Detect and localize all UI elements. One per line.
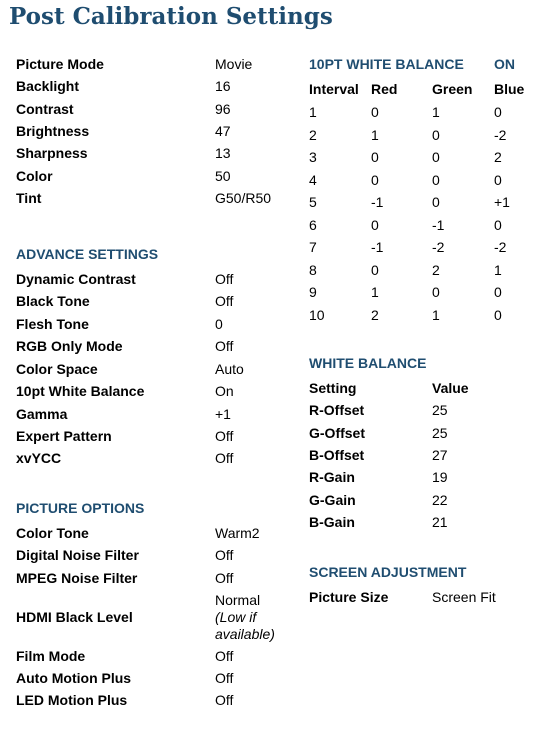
- setting-label: Gamma: [16, 406, 68, 422]
- setting-value: +1: [215, 406, 231, 422]
- wb-setting-label: B-Gain: [309, 514, 355, 530]
- setting-value: 0: [215, 316, 223, 332]
- tenpt-white-balance-heading: 10PT WHITE BALANCE: [309, 56, 464, 72]
- balance-cell: +1: [494, 194, 510, 210]
- balance-cell: 0: [371, 149, 379, 165]
- setting-value: Warm2: [215, 525, 260, 541]
- wb-setting-label: R-Offset: [309, 402, 365, 418]
- interval-cell: 7: [309, 239, 317, 255]
- setting-value: 13: [215, 145, 231, 161]
- setting-label: MPEG Noise Filter: [16, 570, 138, 586]
- setting-label: Black Tone: [16, 293, 90, 309]
- wb-setting-value: 21: [432, 514, 448, 530]
- balance-cell: 0: [432, 172, 440, 188]
- balance-cell: 1: [371, 284, 379, 300]
- balance-cell: 0: [494, 307, 502, 323]
- setting-label: Picture Mode: [16, 56, 104, 72]
- wb-setting-label: G-Gain: [309, 492, 356, 508]
- balance-cell: 2: [371, 307, 379, 323]
- setting-label: Sharpness: [16, 145, 88, 161]
- setting-value: Off: [215, 450, 234, 466]
- setting-value: Off: [215, 692, 234, 708]
- setting-label: RGB Only Mode: [16, 338, 123, 354]
- wb-setting-value: 22: [432, 492, 448, 508]
- setting-value: Off: [215, 648, 234, 664]
- setting-value: 50: [215, 168, 231, 184]
- setting-label: Color Space: [16, 361, 98, 377]
- balance-cell: -1: [432, 217, 445, 233]
- balance-cell: -1: [371, 194, 384, 210]
- setting-label: Contrast: [16, 101, 74, 117]
- balance-cell: 1: [432, 104, 440, 120]
- setting-value: On: [215, 383, 234, 399]
- setting-value: Off: [215, 293, 234, 309]
- setting-value: Off: [215, 271, 234, 287]
- screen-adjustment-heading: SCREEN ADJUSTMENT: [309, 564, 467, 580]
- setting-label: xvYCC: [16, 450, 62, 466]
- setting-value: G50/R50: [215, 190, 272, 206]
- setting-label: Tint: [16, 190, 42, 206]
- setting-label: Expert Pattern: [16, 428, 112, 444]
- balance-cell: 2: [494, 149, 502, 165]
- interval-cell: 10: [309, 307, 325, 323]
- setting-value: Normal: [215, 592, 261, 608]
- balance-cell: 0: [371, 172, 379, 188]
- setting-note: (Low if: [215, 609, 257, 625]
- balance-cell: 0: [371, 262, 379, 278]
- balance-cell: 1: [371, 127, 379, 143]
- balance-cell: 1: [432, 307, 440, 323]
- column-header: Green: [432, 81, 473, 97]
- setting-label: Flesh Tone: [16, 316, 89, 332]
- setting-label: Brightness: [16, 123, 90, 139]
- interval-cell: 3: [309, 149, 317, 165]
- wb-setting-value: 25: [432, 425, 448, 441]
- setting-value: 96: [215, 101, 231, 117]
- screen-setting-label: Picture Size: [309, 589, 389, 605]
- interval-cell: 4: [309, 172, 317, 188]
- setting-label: Color: [16, 168, 53, 184]
- interval-cell: 9: [309, 284, 317, 300]
- balance-cell: -2: [494, 127, 507, 143]
- setting-label: HDMI Black Level: [16, 609, 133, 625]
- wb-setting-label: G-Offset: [309, 425, 365, 441]
- picture-options-heading: PICTURE OPTIONS: [16, 500, 145, 516]
- wb-setting-value: 25: [432, 402, 448, 418]
- interval-cell: 8: [309, 262, 317, 278]
- setting-value: Off: [215, 338, 234, 354]
- setting-label: Color Tone: [16, 525, 89, 541]
- wb-setting-label: R-Gain: [309, 469, 355, 485]
- balance-cell: 0: [494, 172, 502, 188]
- setting-value: Movie: [215, 56, 253, 72]
- balance-cell: 0: [371, 217, 379, 233]
- setting-label: Film Mode: [16, 648, 86, 664]
- balance-cell: 0: [371, 104, 379, 120]
- column-header: Red: [371, 81, 398, 97]
- balance-cell: 0: [432, 194, 440, 210]
- balance-cell: 0: [432, 284, 440, 300]
- balance-cell: -2: [494, 239, 507, 255]
- setting-note: available): [215, 626, 275, 642]
- interval-cell: 1: [309, 104, 317, 120]
- setting-label: Auto Motion Plus: [16, 670, 132, 686]
- setting-value: Off: [215, 570, 234, 586]
- setting-label: LED Motion Plus: [16, 692, 128, 708]
- column-header: Blue: [494, 81, 525, 97]
- setting-label: Dynamic Contrast: [16, 271, 136, 287]
- balance-cell: -1: [371, 239, 384, 255]
- setting-value: Auto: [215, 361, 244, 377]
- wb-setting-value: 19: [432, 469, 448, 485]
- wb-setting-value: 27: [432, 447, 448, 463]
- page-title: Post Calibration Settings: [9, 3, 333, 30]
- balance-cell: 0: [494, 284, 502, 300]
- tenpt-status: ON: [494, 56, 515, 72]
- column-header: Interval: [309, 81, 359, 97]
- wb-setting-label: B-Offset: [309, 447, 365, 463]
- setting-value: 16: [215, 78, 231, 94]
- balance-cell: 0: [494, 104, 502, 120]
- balance-cell: -2: [432, 239, 445, 255]
- setting-label: 10pt White Balance: [16, 383, 145, 399]
- setting-value: 47: [215, 123, 231, 139]
- column-header: Setting: [309, 380, 357, 396]
- interval-cell: 6: [309, 217, 317, 233]
- balance-cell: 0: [432, 127, 440, 143]
- interval-cell: 5: [309, 194, 317, 210]
- setting-label: Backlight: [16, 78, 80, 94]
- balance-cell: 0: [432, 149, 440, 165]
- balance-cell: 2: [432, 262, 440, 278]
- white-balance-heading: WHITE BALANCE: [309, 355, 427, 371]
- interval-cell: 2: [309, 127, 317, 143]
- balance-cell: 0: [494, 217, 502, 233]
- advance-settings-heading: ADVANCE SETTINGS: [16, 246, 159, 262]
- setting-value: Off: [215, 428, 234, 444]
- balance-cell: 1: [494, 262, 502, 278]
- column-header: Value: [432, 380, 469, 396]
- setting-value: Off: [215, 670, 234, 686]
- setting-value: Off: [215, 547, 234, 563]
- screen-setting-value: Screen Fit: [432, 589, 496, 605]
- setting-label: Digital Noise Filter: [16, 547, 139, 563]
